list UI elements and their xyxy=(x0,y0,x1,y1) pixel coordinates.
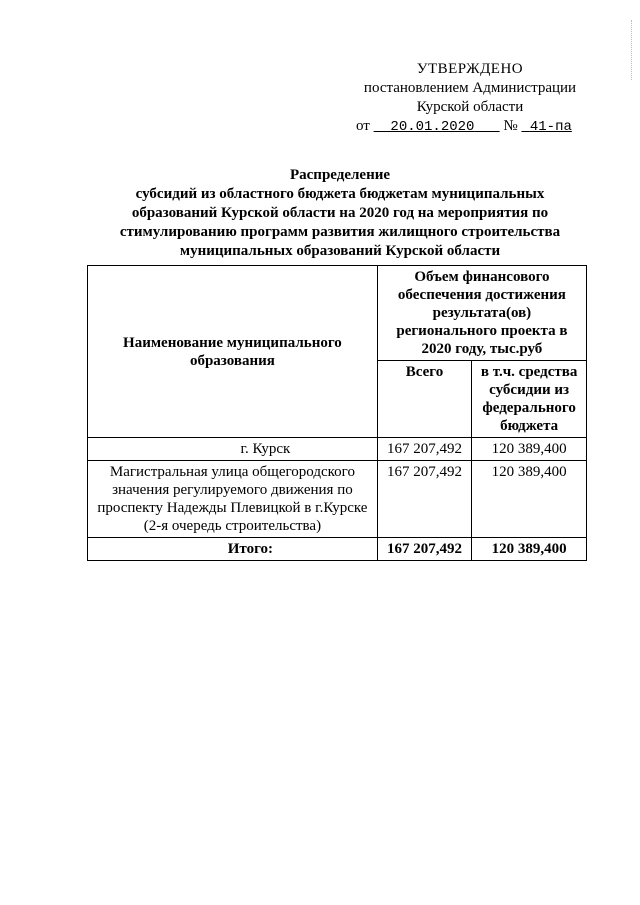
row-total: 167 207,492 xyxy=(377,461,471,538)
scan-edge-mark xyxy=(631,20,638,80)
heading-line-5: муниципальных образований Курской области xyxy=(179,243,501,259)
header-federal: в т.ч. средства субсидии из федерального бюджета xyxy=(472,361,587,438)
approval-line-2: Курской области xyxy=(416,99,524,115)
row-federal: 120 389,400 xyxy=(472,438,587,461)
header-municipality: Наименование муниципального образования xyxy=(88,266,378,438)
number-prefix: № xyxy=(503,118,518,134)
footer-total: 167 207,492 xyxy=(377,538,471,561)
heading-line-4: стимулированию программ развития жилищного строительства xyxy=(119,224,561,240)
date-prefix: от xyxy=(356,118,370,134)
footer-label: Итого: xyxy=(88,538,378,561)
heading-line-2: субсидий из областного бюджета бюджетам муниципальных xyxy=(135,186,545,202)
approval-stamp xyxy=(340,60,600,137)
document-heading xyxy=(90,166,590,261)
table-header-row xyxy=(88,266,587,361)
approval-title: УТВЕРЖДЕНО xyxy=(416,61,524,77)
table-footer-row xyxy=(88,538,587,561)
heading-line-3: образований Курской области на 2020 год на мероприятия по xyxy=(131,205,549,221)
table-row xyxy=(88,438,587,461)
row-name: г. Курск xyxy=(88,438,378,461)
table-row xyxy=(88,461,587,538)
header-funding: Объем финансового обеспечения достижения результата(ов) регионального проекта в 2020 году, тыс.руб xyxy=(377,266,586,361)
approval-number: 41-па xyxy=(529,119,572,135)
footer-federal: 120 389,400 xyxy=(472,538,587,561)
header-total: Всего xyxy=(377,361,471,438)
row-federal: 120 389,400 xyxy=(472,461,587,538)
approval-date: 20.01.2020 xyxy=(390,119,475,135)
approval-line-1: постановлением Администрации xyxy=(363,80,577,96)
row-total: 167 207,492 xyxy=(377,438,471,461)
heading-line-1: Распределение xyxy=(289,167,391,183)
distribution-table xyxy=(87,265,587,561)
approval-date-line xyxy=(340,117,600,137)
row-name: Магистральная улица общегородского значения регулируемого движения по проспекту Надежды Плевицкой в г.Курске (2-я очередь строительства) xyxy=(88,461,378,538)
